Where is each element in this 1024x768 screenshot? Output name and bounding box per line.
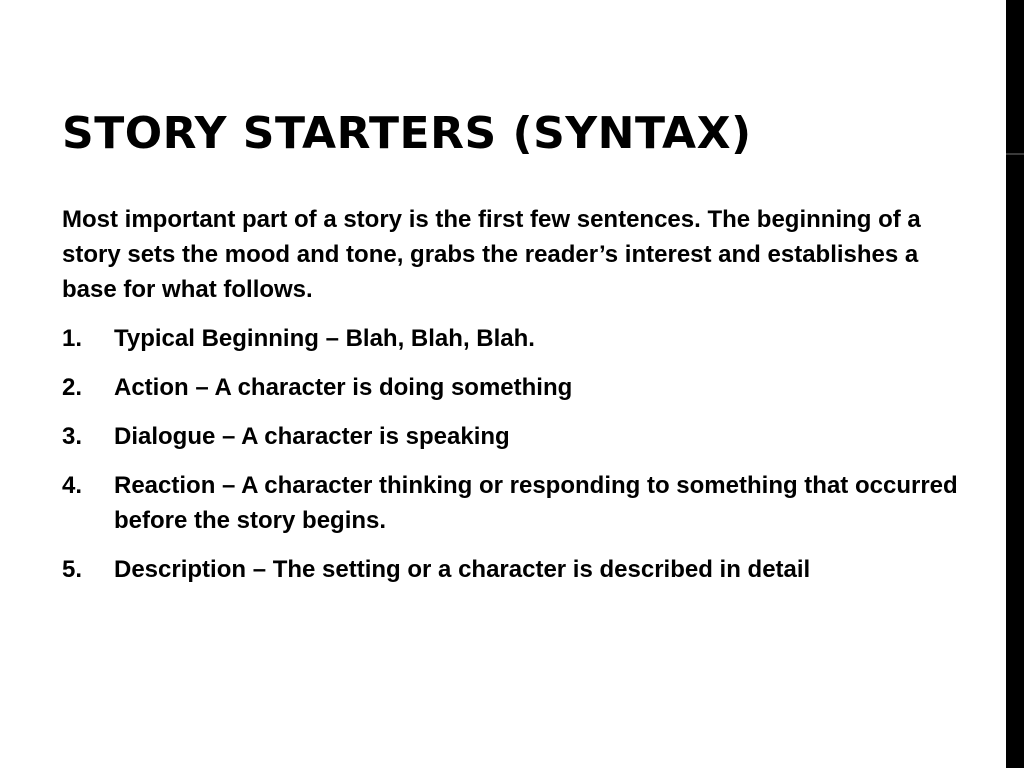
list-item-text: Action – A character is doing something bbox=[114, 374, 573, 401]
intro-paragraph: Most important part of a story is the first few sentences. The beginning of a story sets the mood and tone, grabs the reader’s interest and establishes a base for what follows. bbox=[62, 206, 921, 303]
list-item-text: Description – The setting or a character is described in detail bbox=[114, 556, 811, 583]
list-item-number: 5. bbox=[62, 556, 83, 583]
right-edge-bar bbox=[1006, 0, 1024, 768]
slide-title: STORY STARTERS (SYNTAX) bbox=[62, 108, 752, 159]
story-starter-list bbox=[62, 321, 962, 587]
list-item-number: 2. bbox=[62, 374, 83, 401]
list-item-text: Dialogue – A character is speaking bbox=[114, 423, 510, 450]
list-item bbox=[62, 552, 962, 587]
right-edge-bar-divider bbox=[1006, 153, 1024, 155]
list-item-number: 4. bbox=[62, 472, 83, 499]
list-item-number: 1. bbox=[62, 325, 83, 352]
list-item-text: Typical Beginning – Blah, Blah, Blah. bbox=[114, 325, 535, 352]
list-item bbox=[62, 419, 962, 454]
slide-body bbox=[62, 202, 962, 601]
list-item-number: 3. bbox=[62, 423, 83, 450]
list-item bbox=[62, 468, 962, 538]
list-item bbox=[62, 321, 962, 356]
list-item-text: Reaction – A character thinking or responding to something that occurred before the story begins. bbox=[114, 472, 958, 534]
list-item bbox=[62, 370, 962, 405]
